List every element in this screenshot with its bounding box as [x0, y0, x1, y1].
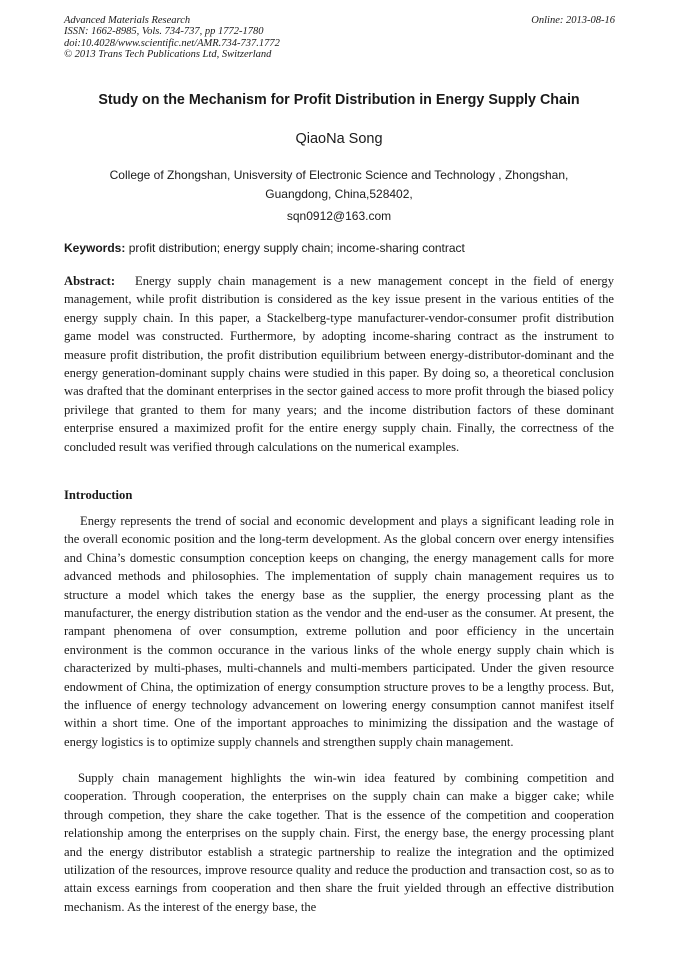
abstract	[64, 272, 614, 456]
abstract-text: Energy supply chain management is a new management concept in the field of energy management, while profit distribution is considered as the key issue present in the various entities of the energy supply chain. In this paper, a Stackelberg-type manufacturer-vendor-consumer profit distribution game model was constructed. Furthermore, by adopting income-sharing contract as the instrument to measure profit distribution, the profit distribution equilibrium between energy-distributor-dominant and the energy generation-dominant supply chains were studied in this paper. By doing so, a theoretical conclusion was drafted that the dominant enterprises in the sector gained access to more profit through the biased policy privilege that granted to them for many years; and the income distribution factors of these dominant enterprise ensured a maximized profit for the entire energy supply chain. Finally, the correctness of the concluded result was verified through calculations on the numerical examples.	[64, 274, 614, 454]
doi-line: doi:10.4028/www.scientific.net/AMR.734-737.1772	[64, 37, 280, 49]
introduction-paragraph-2: Supply chain management highlights the win-win idea featured by combining competition and cooperation. Through cooperation, the enterprises on the supply chain can make a bigger cake; while through competion, they share the cake together. That is the essence of the competition and cooperation relationship among the enterprises on the supply chain. First, the energy base, the energy processing plant and the energy distributor establish a strategic partnership to realize the integration and the optimized utilization of the resources, improve resource quality and reduce the production and transaction cost, so as to attain excess earnings from cooperation and then share the fruit yielded through an effective distribution mechanism. As the interest of the energy base, the	[64, 771, 614, 914]
author-name: QiaoNa Song	[295, 131, 383, 147]
issn-line: ISSN: 1662-8985, Vols. 734-737, pp 1772-1780	[64, 26, 264, 38]
copyright-line: © 2013 Trans Tech Publications Ltd, Switzerland	[64, 49, 272, 61]
section-heading-introduction: Introduction	[64, 488, 133, 502]
online-date: Online: 2013-08-16	[531, 15, 615, 26]
affiliation-line-1: College of Zhongshan, Unisversity of Electronic Science and Technology , Zhongshan,	[109, 168, 569, 182]
keywords	[64, 241, 614, 255]
author-email: sqn0912@163.com	[286, 209, 392, 223]
introduction-paragraph-1: Energy represents the trend of social and economic development and plays a significant leading role in the overall economic position and the long-term development. As the global concern over energy intensifies and China’s domestic consumption conception keeps on changing, the energy management calls for more advanced methods and philosophies. The implementation of supply chain management requires us to structure a model which takes the energy base as the supplier, the energy processing plant as the manufacturer, the energy distribution station as the vendor and the end-user as the consumer. At present, the rampant phenomena of over consumption, extreme pollution and poor efficiency in the uncertain environment is the common occurance in the various links of the whole energy supply chain which is characterized by multi-phases, multi-channels and multi-members participated. Under the given resource endowment of China, the optimization of energy consumption structure proves to be a lengthy process. But, the influence of energy technology advancement on lowering energy consumption cannot manifest itself within a short time. One of the important approaches to minimizing the dissipation and the wastage of energy logistics is to optimize supply channels and strengthen supply chain management.	[64, 514, 614, 749]
keywords-text: profit distribution; energy supply chain; income-sharing contract	[128, 241, 465, 255]
paper-title: Study on the Mechanism for Profit Distribution in Energy Supply Chain	[98, 92, 580, 108]
journal-header	[64, 15, 280, 61]
abstract-label: Abstract:	[64, 274, 116, 288]
affiliation-line-2: Guangdong, China,528402,	[265, 187, 413, 201]
journal-name: Advanced Materials Research	[64, 15, 191, 26]
keywords-label: Keywords:	[64, 241, 126, 255]
